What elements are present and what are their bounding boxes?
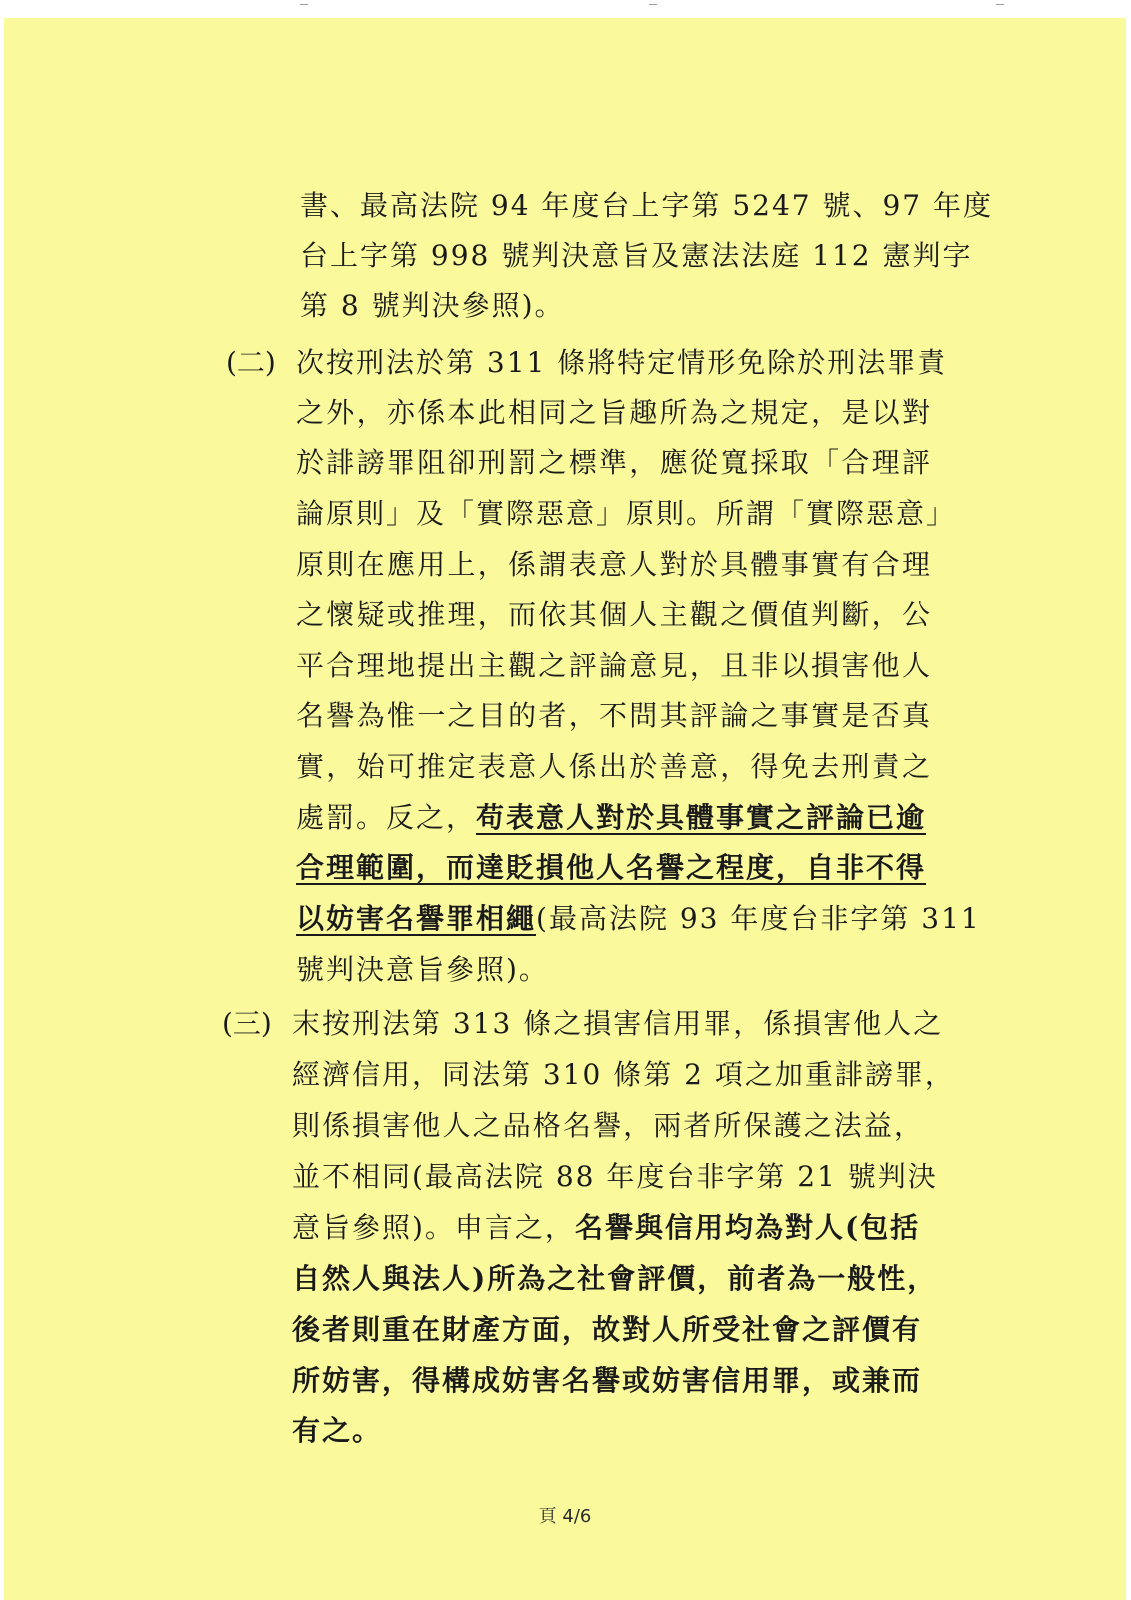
- scan-mark: [996, 4, 1004, 5]
- text-line-bold: 所妨害，得構成妨害名譽或妨害信用罪，或兼而: [292, 1364, 923, 1397]
- text-line-bold: 後者則重在財產方面，故對人所受社會之評價有: [292, 1313, 923, 1346]
- text-line: 之外，亦係本此相同之旨趣所為之規定，是以對: [296, 396, 932, 429]
- text-line: 名譽為惟一之目的者，不問其評論之事實是否真: [296, 699, 932, 732]
- text-line-bold: 自然人與法人)所為之社會評價，前者為一般性，: [292, 1262, 938, 1295]
- text-line: [296, 848, 926, 888]
- section-marker: (二): [226, 346, 276, 379]
- text-line: 經濟信用，同法第 310 條第 2 項之加重誹謗罪，: [292, 1058, 955, 1091]
- text-line: [296, 899, 981, 939]
- text-line: 末按刑法第 313 條之損害信用罪，係損害他人之: [292, 1007, 944, 1040]
- text-line: [296, 798, 926, 838]
- underlined-emphasis: 苟表意人對於具體事實之評論已逾: [476, 801, 927, 834]
- scan-mark: [649, 4, 657, 5]
- section-marker: (三): [222, 1007, 272, 1040]
- text-line: 於誹謗罪阻卻刑罰之標準，應從寬採取「合理評: [296, 446, 932, 479]
- text-line: 原則在應用上，係謂表意人對於具體事實有合理: [296, 548, 932, 581]
- text-line: 則係損害他人之品格名譽，兩者所保護之法益，: [292, 1109, 924, 1142]
- text-line: 之懷疑或推理，而依其個人主觀之價值判斷，公: [296, 598, 932, 631]
- page-number: 頁 4/6: [538, 1506, 592, 1527]
- text-line-bold: 有之。: [292, 1414, 383, 1447]
- text-line: 實，始可推定表意人係出於善意，得免去刑責之: [296, 750, 932, 783]
- plain-text: (最高法院 93 年度台非字第 311: [536, 902, 981, 935]
- text-line: 號判決意旨參照)。: [296, 953, 549, 986]
- text-line: 論原則」及「實際惡意」原則。所謂「實際惡意」: [296, 497, 957, 530]
- text-line: 書、最高法院 94 年度台上字第 5247 號、97 年度: [300, 189, 994, 222]
- text-line: 平合理地提出主觀之評論意見，且非以損害他人: [296, 649, 932, 682]
- text-line: 次按刑法於第 311 條將特定情形免除於刑法罪責: [296, 346, 948, 379]
- bold-emphasis: 名譽與信用均為對人(包括: [574, 1211, 921, 1244]
- plain-text: 處罰。反之，: [296, 801, 477, 834]
- plain-text: 意旨參照)。申言之，: [292, 1211, 575, 1244]
- underlined-emphasis: 合理範圍，而達貶損他人名譽之程度，自非不得: [296, 851, 927, 884]
- document-page: [4, 18, 1126, 1600]
- scan-mark: [300, 4, 308, 5]
- text-line: 第 8 號判決參照)。: [300, 289, 565, 322]
- text-line: [292, 1208, 920, 1248]
- text-line: 台上字第 998 號判決意旨及憲法法庭 112 憲判字: [300, 239, 973, 272]
- text-line: 並不相同(最高法院 88 年度台非字第 21 號判決: [292, 1160, 938, 1193]
- underlined-emphasis: 以妨害名譽罪相繩: [296, 902, 537, 935]
